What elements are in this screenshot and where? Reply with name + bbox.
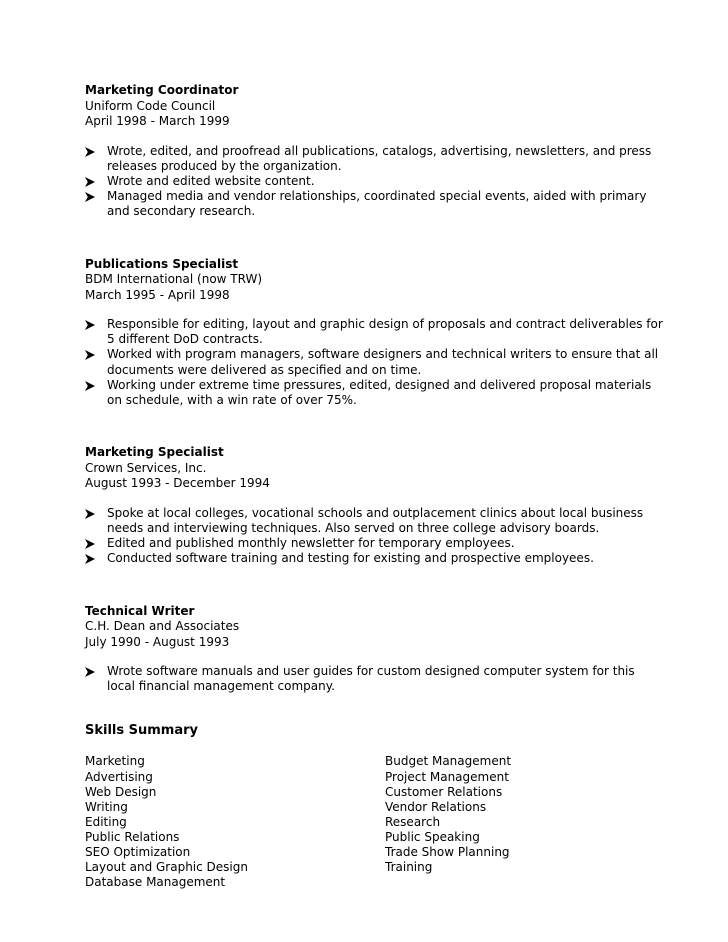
job-bullet — [85, 378, 665, 408]
skills-title: Skills Summary — [85, 723, 199, 739]
job-entry — [85, 604, 665, 695]
skills-left-column — [85, 754, 385, 890]
arrowhead-bullet-icon — [85, 539, 95, 549]
job-dates: August 1993 - December 1994 — [85, 476, 270, 491]
job-dates: March 1995 - April 1998 — [85, 287, 230, 302]
job-company: Crown Services, Inc. — [85, 460, 207, 475]
arrowhead-bullet-icon — [85, 192, 95, 202]
job-title: Technical Writer — [85, 603, 195, 618]
bullet-text: Wrote software manuals and user guides for custom designed computer system for this local financial management company. — [107, 664, 635, 694]
job-bullet — [85, 144, 665, 174]
arrowhead-bullet-icon — [85, 381, 95, 391]
job-bullet — [85, 506, 665, 536]
skill-item: Database Management — [85, 875, 226, 890]
skill-item: Advertising — [85, 769, 153, 784]
skill-item: Budget Management — [385, 754, 512, 769]
resume-page — [85, 83, 665, 890]
bullet-text: Edited and published monthly newsletter for temporary employees. — [107, 536, 515, 551]
job-bullet — [85, 664, 665, 694]
skill-item: Layout and Graphic Design — [85, 860, 248, 875]
skill-item: Editing — [85, 814, 127, 829]
job-bullet — [85, 536, 665, 551]
arrowhead-bullet-icon — [85, 350, 95, 360]
job-title: Marketing Specialist — [85, 445, 224, 460]
job-title: Publications Specialist — [85, 256, 239, 271]
job-company: C.H. Dean and Associates — [85, 619, 240, 634]
skills-section — [85, 723, 665, 890]
job-bullet — [85, 551, 665, 566]
job-entry — [85, 445, 665, 566]
job-bullet — [85, 174, 665, 189]
skill-item: Trade Show Planning — [385, 845, 510, 860]
arrowhead-bullet-icon — [85, 509, 95, 519]
skills-grid — [85, 754, 665, 890]
skill-item: Writing — [85, 799, 128, 814]
arrowhead-bullet-icon — [85, 554, 95, 564]
bullet-text: Wrote, edited, and proofread all publications, catalogs, advertising, newsletters, and press releases produced by the organization. — [107, 143, 652, 173]
job-bullet — [85, 347, 665, 377]
skill-item: Public Speaking — [385, 829, 480, 844]
skill-item: Marketing — [85, 754, 145, 769]
bullet-text: Managed media and vendor relationships, coordinated special events, aided with primary and secondary research. — [107, 189, 647, 219]
bullet-text: Spoke at local colleges, vocational schools and outplacement clinics about local business needs and interviewing techniques. Also served on three college advisory boards. — [107, 505, 644, 535]
skill-item: Customer Relations — [385, 784, 503, 799]
arrowhead-bullet-icon — [85, 667, 95, 677]
bullet-text: Responsible for editing, layout and graphic design of proposals and contract deliverables for 5 different DoD contracts. — [107, 317, 663, 347]
bullet-text: Working under extreme time pressures, edited, designed and delivered proposal materials on schedule, with a win rate of over 75%. — [107, 377, 652, 408]
job-dates: July 1990 - August 1993 — [85, 634, 230, 649]
skill-item: SEO Optimization — [85, 845, 191, 860]
job-bullets — [85, 506, 665, 567]
skill-item: Research — [385, 814, 441, 829]
job-bullet — [85, 189, 665, 219]
skills-right-column — [385, 754, 665, 890]
job-bullets — [85, 317, 665, 408]
bullet-text: Wrote and edited website content. — [107, 173, 315, 188]
skill-item: Project Management — [385, 769, 509, 784]
job-entry — [85, 83, 665, 220]
bullet-text: Conducted software training and testing for existing and prospective employees. — [107, 551, 594, 566]
job-title: Marketing Coordinator — [85, 83, 239, 97]
arrowhead-bullet-icon — [85, 177, 95, 187]
job-bullet — [85, 317, 665, 347]
skill-item: Vendor Relations — [385, 799, 487, 814]
bullet-text: Worked with program managers, software designers and technical writers to ensure that all documents were delivered as specified and on time. — [107, 347, 659, 377]
job-entry — [85, 257, 665, 409]
arrowhead-bullet-icon — [85, 320, 95, 330]
skill-item: Web Design — [85, 784, 157, 799]
job-bullets — [85, 664, 665, 694]
job-company: BDM International (now TRW) — [85, 272, 263, 287]
job-company: Uniform Code Council — [85, 98, 216, 113]
job-bullets — [85, 144, 665, 220]
job-dates: April 1998 - March 1999 — [85, 114, 230, 128]
arrowhead-bullet-icon — [85, 147, 95, 157]
skill-item: Public Relations — [85, 829, 180, 844]
skill-item: Training — [385, 860, 433, 875]
